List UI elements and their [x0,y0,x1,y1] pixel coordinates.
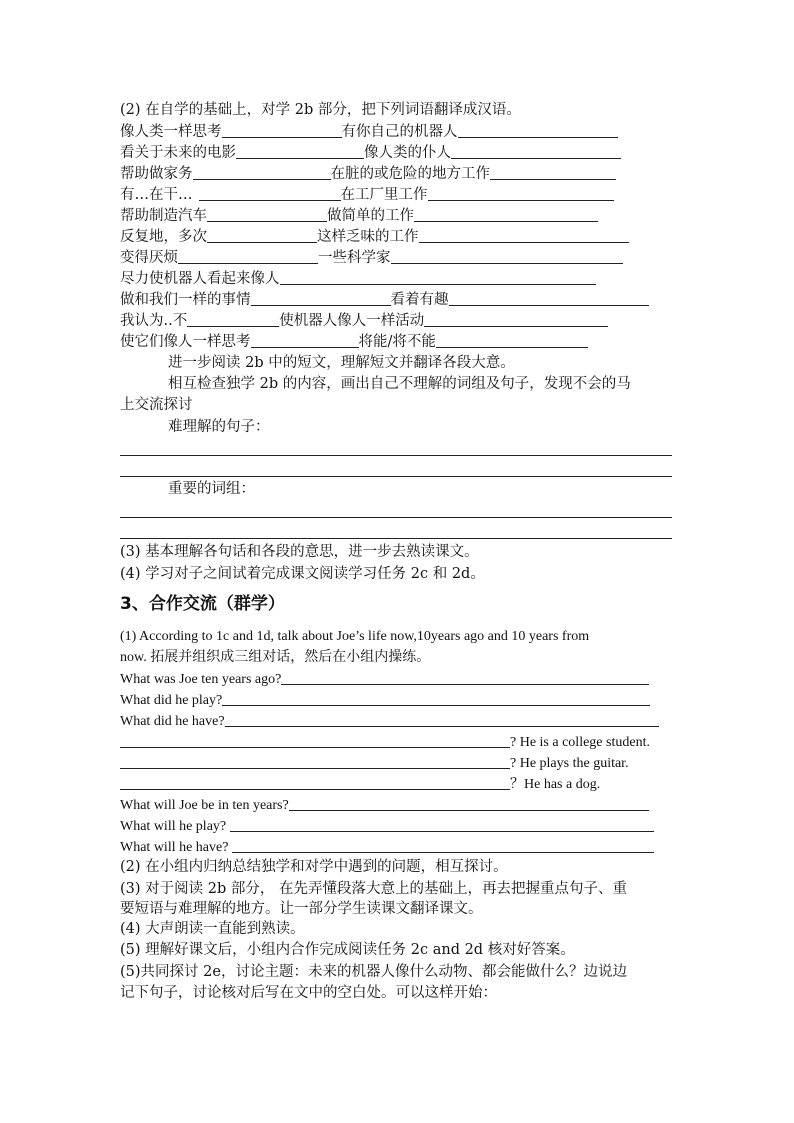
item-1-text: now. 拓展并组织成三组对话，然后在小组内操练。 [120,650,431,665]
answer-blank[interactable] [222,123,342,138]
phrase-row [120,249,623,267]
answer-blank[interactable] [199,186,341,201]
answer-row [120,733,650,752]
question-row [120,817,654,836]
item-4: (4) 学习对子之间试着完成课文阅读学习任务 2c 和 2d。 [120,566,485,582]
s3-item-4: (4) 大声朗读一直能到熟读。 [120,921,305,937]
phrase: 在脏的或危险的地方工作 [330,166,490,182]
answer-blank[interactable] [451,144,621,159]
phrase: 帮助制造汽车 [120,208,207,224]
answer-blank[interactable] [251,333,359,348]
phrase-row [120,333,588,351]
s3-item-3-line-1: (3) 对于阅读 2b 部分， 在先弄懂段落大意上的基础上，再去把握重点句子、重 [120,881,627,897]
phrase: 一些科学家 [318,250,391,266]
answer-blank[interactable] [391,249,623,264]
s3-item-6-line-1: (5)共同探讨 2e，讨论主题：未来的机器人像什么动物、都会能做什么？边说边 [120,964,627,980]
answer-blank[interactable] [280,270,596,285]
answer: ？He has a dog. [510,777,601,792]
phrase: 有…在干… [120,187,193,203]
s3-item-6-line-2: 记下句子，讨论核对后写在文中的空白处。可以这样开始： [120,985,497,1001]
phrase-row [120,165,616,183]
question-row [120,796,649,815]
phrase: 做简单的工作 [327,208,414,224]
answer-blank[interactable] [251,291,391,306]
answer-blank[interactable] [449,291,649,306]
phrase: 像人类的仆人 [364,145,451,161]
s3-item-3-line-2: 要短语与难理解的地方。让一部分学生读课文翻译课文。 [120,901,483,917]
question-row [120,838,654,857]
phrase-row [120,207,598,225]
answer-row [120,775,600,794]
phrase-row [120,270,596,288]
question: What did he play? [120,693,223,708]
phrase: 看关于未来的电影 [120,145,236,161]
answer-blank[interactable] [187,312,279,327]
item-1-line-1: (1) According to 1c and 1d, talk about Joe’s life now,10years ago and 10 years from [120,629,590,644]
hard-sentences-label: 难理解的句子： [168,419,270,435]
phrase: 尽力使机器人看起来像人 [120,271,280,287]
answer-blank[interactable] [458,123,618,138]
phrase: 将能/将不能 [358,334,436,350]
phrase-row [120,291,649,309]
question-row [120,712,659,731]
phrase: 有你自己的机器人 [341,124,458,140]
s3-item-5: (5) 理解好课文后，小组内合作完成阅读任务 2c and 2d 核对好答案。 [120,942,575,958]
phrase: 这样乏味的工作 [317,229,419,245]
phrase: 看着有趣 [390,292,449,308]
phrase-row [120,312,608,330]
answer-blank[interactable] [232,838,654,853]
answer-blank[interactable] [281,670,649,685]
answer-blank[interactable] [289,796,649,811]
step-check: 相互检查独学 2b 的内容，画出自己不理解的词组及句子，发现不会的马 [168,376,631,392]
answer: ? He plays the guitar. [510,756,629,771]
question-row [120,691,650,710]
question-blank[interactable] [120,754,510,769]
answer-blank[interactable] [230,817,654,832]
key-phrases-label: 重要的词组： [168,481,255,497]
question-blank[interactable] [120,733,510,748]
step-check-cont: 上交流探讨 [120,397,193,413]
answer-blank[interactable] [414,207,598,222]
answer-blank[interactable] [225,712,659,727]
item-1-line-2 [120,648,430,667]
phrase-row [120,186,614,204]
question: What will he play? [120,819,227,834]
phrase: 反复地，多次 [120,229,207,245]
phrase: 像人类一样思考 [120,124,222,140]
question-row [120,670,649,689]
writing-line[interactable] [120,455,672,456]
step-read: 进一步阅读 2b 中的短文，理解短文并翻译各段大意。 [168,355,515,371]
answer-blank[interactable] [236,144,364,159]
phrase: 我认为..不 [120,313,188,329]
phrase: 变得厌烦 [120,250,178,266]
writing-line[interactable] [120,476,672,477]
answer-blank[interactable] [193,165,331,180]
answer-blank[interactable] [436,333,588,348]
phrase-row [120,144,621,162]
answer: ? He is a college student. [510,735,650,750]
phrase: 帮助做家务 [120,166,193,182]
question: What will Joe be in ten years? [120,798,289,813]
question: What did he have? [120,714,225,729]
question: What will he have? [120,840,229,855]
section-3-heading: 3、合作交流（群学） [120,594,285,614]
answer-blank[interactable] [178,249,318,264]
phrase: 使它们像人一样思考 [120,334,251,350]
answer-blank[interactable] [419,228,629,243]
phrase: 做和我们一样的事情 [120,292,251,308]
item-2-instruction: (2) 在自学的基础上，对学 2b 部分，把下列词语翻译成汉语。 [120,102,521,118]
phrase: 使机器人像人一样活动 [279,313,425,329]
answer-row [120,754,629,773]
phrase-row [120,123,618,141]
item-3: (3) 基本理解各句话和各段的意思，进一步去熟读课文。 [120,544,479,560]
answer-blank[interactable] [424,312,608,327]
s3-item-2: (2) 在小组内归纳总结独学和对学中遇到的问题，相互探讨。 [120,859,508,875]
phrase-row [120,228,629,246]
writing-line[interactable] [120,538,672,539]
answer-blank[interactable] [207,207,327,222]
answer-blank[interactable] [428,186,614,201]
question-blank[interactable] [120,775,510,790]
answer-blank[interactable] [207,228,317,243]
answer-blank[interactable] [490,165,616,180]
answer-blank[interactable] [222,691,650,706]
question: What was Joe ten years ago? [120,672,282,687]
phrase: 在工厂里工作 [340,187,428,203]
writing-line[interactable] [120,517,672,518]
